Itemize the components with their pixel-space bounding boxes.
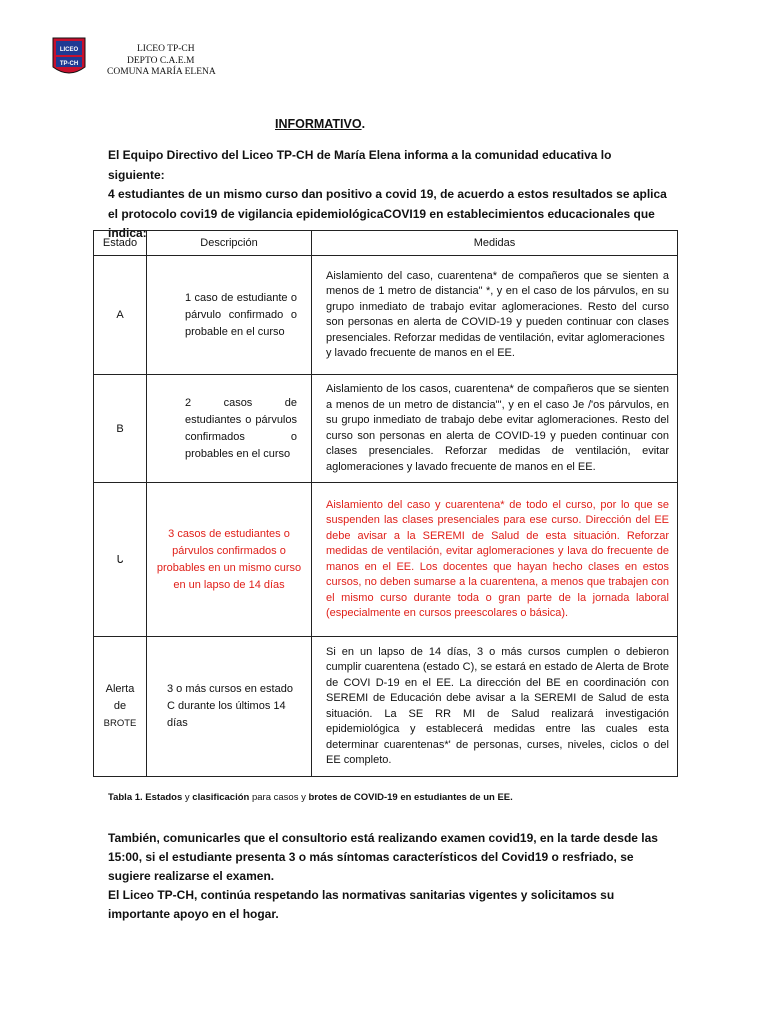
medidas-cell: Aislamiento del caso y cuarentena* de todo el curso, por lo que se suspenden las clases presenciales para ese curso. Dirección del EE debe avisar a la SEREMI de Salud de esta situación. Reforzar medidas de ventilación, evitar aglomeraciones y lava do frecuente de manos en el EE. Los docentes que hayan hecho clases en estos cursos, no deben sumarse a la cuarentena, a menos que trabajen con el mismo curso durante toda o gran parte de la jornada laboral (especialmente en cursos preescolares o básica). <box>312 483 678 637</box>
medidas-cell: Aislamiento del caso, cuarentena* de compañeros que se sienten a menos de 1 metro de distancia" *, y en el caso de los párvulos, en su grupo inmediato de trabajo evitar aglomeraciones. Resto del curso son personas en alerta de COVID-19 y pueden continuar con clases presenciales. Reforzar medidas de ventilación, evitar aglomeraciones y lavado frecuente de manos en el EE. <box>312 256 678 375</box>
covid-protocol-table <box>93 230 678 777</box>
descripcion-cell: 3 casos de estudiantes o párvulos confirmados o probables en un mismo curso en un lapso de 14 días <box>147 483 312 637</box>
table-row <box>94 637 678 777</box>
header-estado: Estado <box>94 231 147 256</box>
intro-paragraph <box>108 146 668 244</box>
intro-line-1: El Equipo Directivo del Liceo TP-CH de María Elena informa a la comunidad educativa lo siguiente: <box>108 148 612 182</box>
logo-text-top: LICEO <box>59 47 79 53</box>
estado-cell: A <box>94 256 147 375</box>
table-row <box>94 483 678 637</box>
table-row <box>94 256 678 375</box>
medidas-cell: Si en un lapso de 14 días, 3 o más cursos cumplen o debieron cumplir cuarentena (estado C), se estará en estado de Alerta de Brote de COVI D-19 en el EE. La dirección del BE en coordinación con SEREMI de Educación debe avisar a la SEREMI de Salud de esta situación. La SE RR MI de Salud realizará investigación epidemiológica y establecerá medidas entre las cuales esta determinar cuarentenas*' de personas, curses, niveles, ciclos o del EE completo. <box>312 637 678 777</box>
descripcion-cell: 2 casos de estudiantes o párvulos confirmados o probables en el curso <box>147 375 312 483</box>
institution-name: LICEO TP-CH <box>137 44 195 54</box>
intro-line-2: 4 estudiantes de un mismo curso dan positivo a covid 19, de acuerdo a estos resultados se aplica el protocolo covi19 de vigilancia epidemiológicaCOVI19 en establecimientos educacionales que indica: <box>108 187 667 240</box>
estado-cell: B <box>94 375 147 483</box>
logo-text-bottom: TP-CH <box>59 61 79 67</box>
estado-cell: ᒐ <box>94 483 147 637</box>
descripcion-cell: 1 caso de estudiante o párvulo confirmado o probable en el curso <box>147 256 312 375</box>
institution-header <box>107 44 216 79</box>
commune-name: COMUNA MARÍA ELENA <box>107 67 216 77</box>
closing-line-1: También, comunicarles que el consultorio está realizando examen covid19, en la tarde desde las 15:00, si el estudiante presenta 3 o más síntomas característicos del Covid19 o resfriado, se sugiere realizarse el examen. <box>108 831 658 883</box>
department-name: DEPTO C.A.E.M <box>127 55 195 66</box>
closing-paragraph <box>108 829 668 924</box>
estado-cell: Alerta de BROTE <box>94 637 147 777</box>
school-logo <box>52 37 86 79</box>
descripcion-cell: 3 o más cursos en estado C durante los últimos 14 días <box>147 637 312 777</box>
table-caption: Tabla 1. Estados y clasificación para casos y brotes de COVID-19 en estudiantes de un EE. <box>108 792 513 803</box>
table-row <box>94 375 678 483</box>
table-header-row <box>94 231 678 256</box>
medidas-cell: Aislamiento de los casos, cuarentena* de compañeros que se sienten a menos de un metro de distancia"', y en el caso Je /'os párvulos, en su grupo inmediato de trabajo debe evitar aglomeraciones. Resto del curso son personas en alerta de COVID-19 y pueden continuar con clases presenciales. Reforzar medidas de ventilación, evitar aglomeraciones y lavado frecuente de manos en el EE. <box>312 375 678 483</box>
header-descripcion: Descripción <box>147 231 312 256</box>
closing-line-2: El Liceo TP-CH, continúa respetando las normativas sanitarias vigentes y solicitamos su importante apoyo en el hogar. <box>108 888 615 921</box>
page-title: INFORMATIVO. <box>275 117 366 131</box>
header-medidas: Medidas <box>312 231 678 256</box>
